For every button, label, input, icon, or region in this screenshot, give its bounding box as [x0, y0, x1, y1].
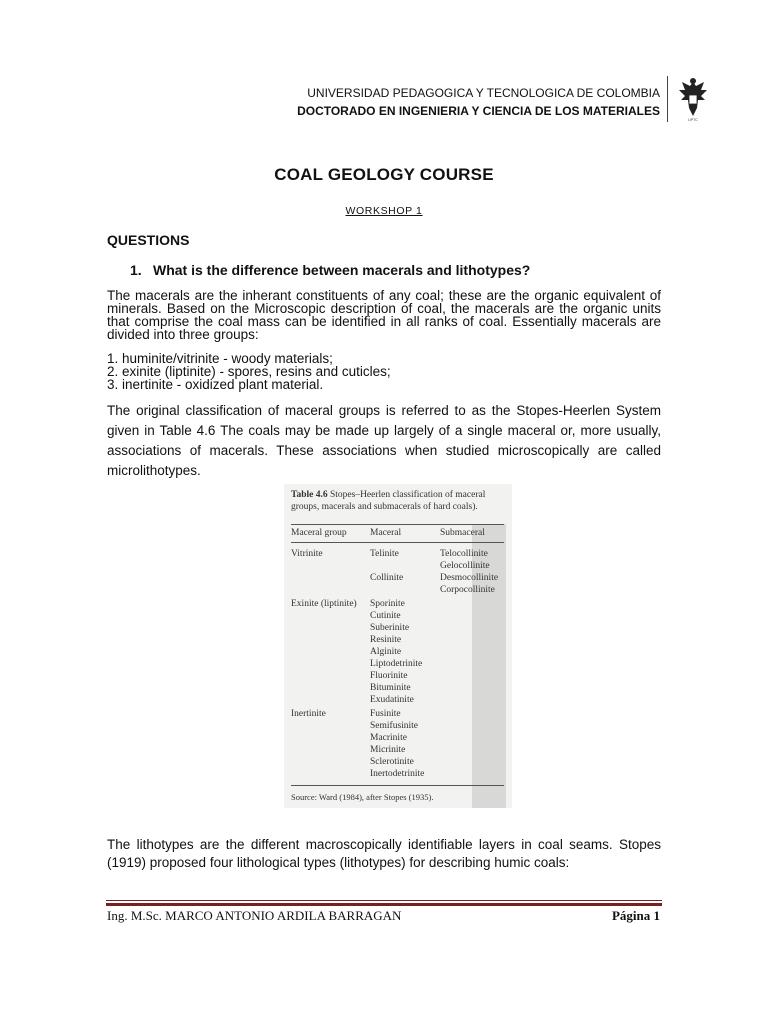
paragraph-macerals: The macerals are the inherant constituents of any coal; these are the organic equivalent of minerals. Based on the Microscopic description of coal, the macerals are the organic units that comprise the coal mass can be identified in all ranks of coal. Essentially macerals are divided into three groups:	[107, 288, 661, 342]
footer-page-number: Página 1	[611, 908, 660, 923]
table-cell-maceral: Sporinite	[370, 599, 405, 609]
table-cell-maceral: Cutinite	[370, 611, 401, 621]
footer-author: Ing. M.Sc. MARCO ANTONIO ARDILA BARRAGAN	[107, 908, 402, 923]
table-rule-header	[291, 542, 504, 543]
table-cell-maceral: Sclerotinite	[370, 757, 414, 767]
paragraph-lithotypes: The lithotypes are the different macroscopically identifiable layers in coal seams. Stopes (1919) proposed four lithological types (lithotypes) for describing humic coals:	[107, 837, 661, 870]
maceral-classification-table	[284, 484, 512, 808]
list-item: 3. inertinite - oxidized plant material.	[107, 377, 324, 392]
table-cell-maceral: Macrinite	[370, 733, 407, 743]
list-item: 2. exinite (liptinite) - spores, resins and cuticles;	[107, 364, 391, 379]
maceral-groups-list	[107, 352, 391, 391]
table-header-group: Maceral group	[291, 528, 347, 538]
table-cell-maceral: Exudatinite	[370, 695, 414, 705]
footer-rule-thin	[106, 900, 662, 901]
footer-rule-thick	[106, 903, 662, 906]
table-cell-maceral: Suberinite	[370, 623, 410, 633]
document-title: COAL GEOLOGY COURSE	[274, 165, 494, 184]
table-cell-maceral: Resinite	[370, 635, 402, 645]
table-cell-submaceral: Telocollinite	[440, 549, 488, 559]
program-name: DOCTORADO EN INGENIERIA Y CIENCIA DE LOS MATERIALES	[297, 104, 660, 118]
table-header-maceral: Maceral	[370, 528, 402, 538]
svg-text:UPTC: UPTC	[688, 118, 698, 122]
table-source: Source: Ward (1984), after Stopes (1935).	[291, 792, 434, 802]
table-rule-bottom	[291, 785, 504, 786]
table-cell-group: Inertinite	[291, 709, 326, 719]
eagle-crest-icon	[676, 76, 710, 122]
table-cell-maceral: Bituminite	[370, 683, 411, 693]
table-cell-maceral: Micrinite	[370, 745, 406, 755]
paragraph-stopes-heerlen: The original classification of maceral groups is referred to as the Stopes-Heerlen System given in Table 4.6 The coals may be made up largely of a single maceral or, more usually, associations of macerals. These associations when studied microscopically are called microlithotypes.	[107, 403, 661, 478]
table-cell-maceral: Fluorinite	[370, 671, 408, 681]
table-cell-group: Vitrinite	[291, 549, 323, 559]
table-cell-maceral: Telinite	[370, 549, 399, 559]
table-cell-maceral: Liptodetrinite	[370, 659, 423, 669]
table-header-submaceral: Submaceral	[440, 528, 485, 538]
table-cell-maceral: Inertodetrinite	[370, 769, 425, 779]
table-cell-maceral: Fusinite	[370, 709, 401, 719]
crest-container	[667, 76, 710, 122]
table-cell-maceral: Semifusinite	[370, 721, 419, 731]
questions-heading: QUESTIONS	[107, 232, 190, 248]
list-item: 1. huminite/vitrinite - woody materials;	[107, 351, 333, 366]
table-cell-group: Exinite (liptinite)	[291, 599, 357, 609]
question-1-number: 1.	[130, 262, 142, 278]
table-cell-submaceral: Gelocollinite	[440, 561, 490, 571]
table-rule-top	[291, 524, 504, 525]
university-header	[297, 84, 660, 120]
table-cell-maceral: Collinite	[370, 573, 404, 583]
table-caption	[291, 489, 507, 513]
question-1-text: What is the difference between macerals and lithotypes?	[153, 262, 531, 278]
university-name: UNIVERSIDAD PEDAGOGICA Y TECNOLOGICA DE COLOMBIA	[307, 86, 660, 100]
table-caption-number: Table 4.6	[291, 490, 328, 500]
table-caption-text: Stopes–Heerlen classification of maceral groups, macerals and submacerals of hard coals).	[291, 490, 486, 512]
table-cell-maceral: Alginite	[370, 647, 402, 657]
question-1	[130, 262, 530, 278]
table-cell-submaceral: Desmocollinite	[440, 573, 499, 583]
workshop-label: WORKSHOP 1	[345, 205, 423, 217]
table-cell-submaceral: Corpocollinite	[440, 585, 495, 595]
